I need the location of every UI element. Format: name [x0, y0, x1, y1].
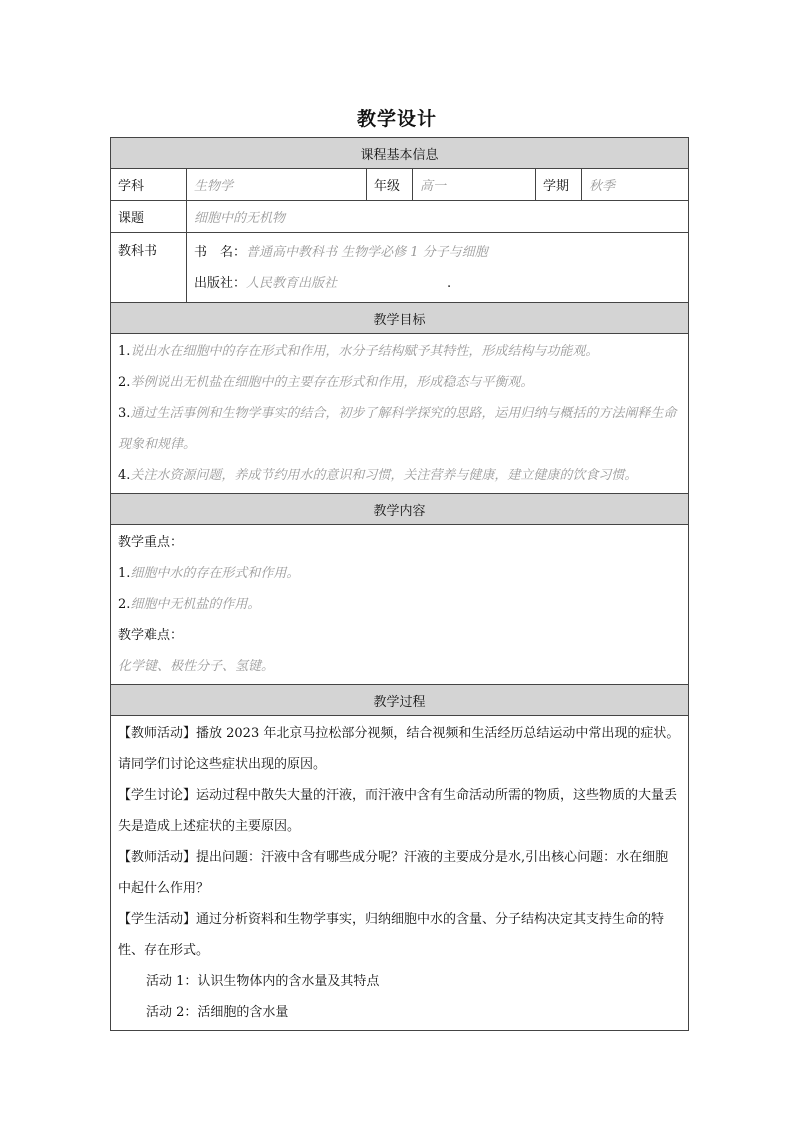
process-activity: 活动 2：活细胞的含水量 [146, 1005, 289, 1020]
content-header: 教学内容 [111, 494, 689, 525]
content-details [111, 525, 689, 685]
topic-value: 细胞中的无机物 [187, 201, 689, 233]
content-row [111, 525, 689, 685]
objective-text: 举例说出无机盐在细胞中的主要存在形式和作用，形成稳态与平衡观。 [130, 375, 534, 390]
process-paragraph: 【学生讨论】运动过程中散失大量的汗液，而汗液中含有生命活动所需的物质，这些物质的大量丢失是造成上述症状的主要原因。 [118, 788, 678, 834]
subject-value: 生物学 [187, 169, 367, 201]
process-header: 教学过程 [111, 685, 689, 716]
difficulty-label: 教学难点： [118, 628, 184, 643]
basic-info-header-row [111, 138, 689, 169]
process-paragraph: 【教师活动】提出问题：汗液中含有哪些成分呢？汗液的主要成分是水,引出核心问题：水在细胞中起什么作用？ [118, 850, 669, 896]
publisher-label: 出版社： [194, 275, 247, 291]
basic-info-header: 课程基本信息 [111, 138, 689, 169]
objective-number: 3. [118, 406, 131, 421]
process-row [111, 716, 689, 1031]
objectives-header-row [111, 303, 689, 334]
objectives-list [111, 334, 689, 494]
key-point-text: 细胞中水的存在形式和作用。 [130, 566, 300, 581]
objective-text: 关注水资源问题，养成节约用水的意识和习惯，关注营养与健康，建立健康的饮食习惯。 [130, 468, 638, 483]
subject-row [111, 169, 689, 201]
key-point-text: 细胞中无机盐的作用。 [130, 597, 261, 612]
publisher-line [194, 268, 681, 299]
objective-number: 4. [118, 468, 131, 483]
process-paragraph: 【教师活动】播放 2023 年北京马拉松部分视频，结合视频和生活经历总结运动中常出现的症状。请同学们讨论这些症状出现的原因。 [118, 726, 680, 772]
process-details [111, 716, 689, 1031]
objective-item [118, 336, 681, 367]
publisher-trailing-dot: . [447, 275, 452, 291]
key-point-item [118, 589, 681, 620]
objective-number: 2. [118, 375, 131, 390]
term-value: 秋季 [582, 169, 689, 201]
grade-value: 高一 [413, 169, 536, 201]
page-title: 教学设计 [356, 108, 437, 130]
key-point-number: 1. [118, 566, 131, 581]
lesson-plan-table [110, 137, 689, 1031]
objective-item [118, 398, 681, 460]
book-name-label: 书 名： [194, 244, 247, 260]
book-name-value: 普通高中教科书 生物学必修 1 分子与细胞 [246, 244, 488, 260]
objective-item [118, 460, 681, 491]
key-point-item [118, 558, 681, 589]
grade-label: 年级 [367, 169, 413, 201]
difficulty-text: 化学键、极性分子、氢键。 [118, 659, 275, 674]
topic-label: 课题 [111, 201, 187, 233]
topic-row [111, 201, 689, 233]
content-header-row [111, 494, 689, 525]
process-paragraph: 【学生活动】通过分析资料和生物学事实，归纳细胞中水的含量、分子结构决定其支持生命的特性、存在形式。 [118, 912, 665, 958]
objective-text: 通过生活事例和生物学事实的结合，初步了解科学探究的思路，运用归纳与概括的方法阐释生命现象和规律。 [118, 406, 677, 452]
textbook-label: 教科书 [111, 233, 187, 303]
process-activity: 活动 1：认识生物体内的含水量及其特点 [146, 974, 380, 989]
process-header-row [111, 685, 689, 716]
term-label: 学期 [536, 169, 582, 201]
textbook-row [111, 233, 689, 303]
objective-text: 说出水在细胞中的存在形式和作用，水分子结构赋予其特性，形成结构与功能观。 [130, 344, 599, 359]
objective-item [118, 367, 681, 398]
key-points-label: 教学重点： [118, 535, 184, 550]
objective-number: 1. [118, 344, 131, 359]
textbook-details [187, 233, 689, 303]
book-name-line [194, 237, 681, 268]
objectives-row [111, 334, 689, 494]
objectives-header: 教学目标 [111, 303, 689, 334]
key-point-number: 2. [118, 597, 131, 612]
publisher-value: 人民教育出版社 [246, 275, 338, 291]
subject-label: 学科 [111, 169, 187, 201]
